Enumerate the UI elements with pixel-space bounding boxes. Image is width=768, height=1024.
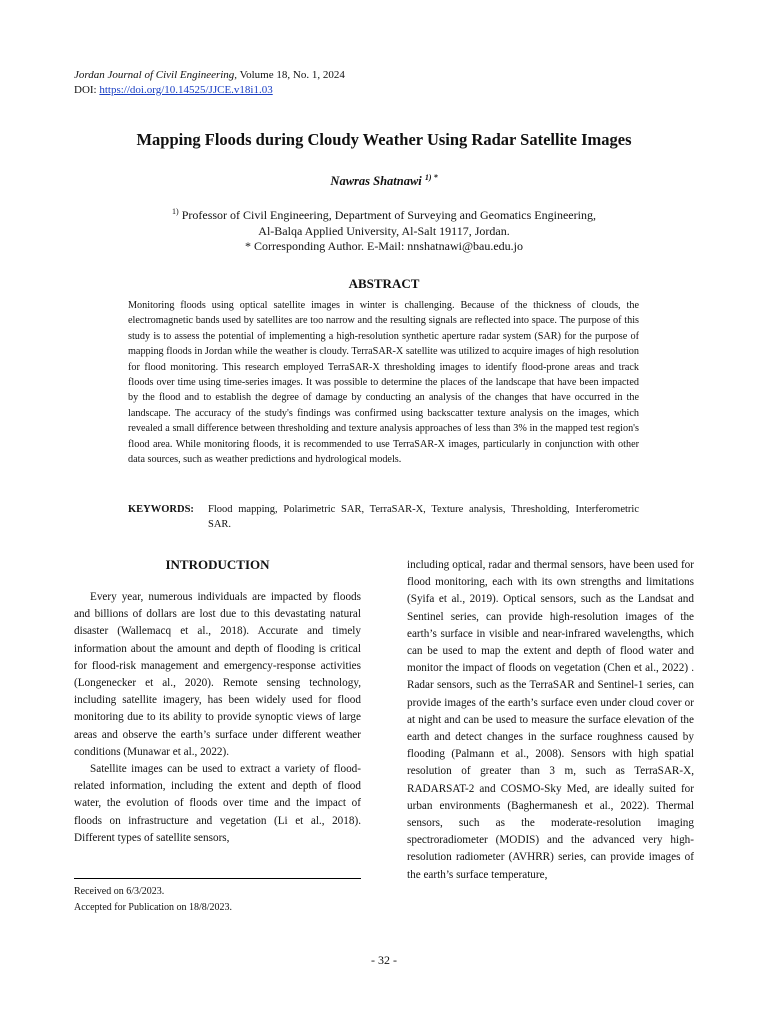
doi-label: DOI:: [74, 84, 100, 96]
page-number: - 32 -: [371, 953, 397, 967]
paper-title: Mapping Floods during Cloudy Weather Using Radar Satellite Images: [136, 130, 632, 149]
intro-paragraph-2: Satellite images can be used to extract a variety of flood-related information, including the extent and depth of flood water, the evolution of floods over time and the impact of floods on infrastructure and vegetation (Li et al., 2018). Different types of satellite sensors,: [74, 763, 361, 844]
right-column: [407, 557, 694, 884]
keywords-block: [128, 503, 639, 532]
corresponding-author: * Corresponding Author. E-Mail: nnshatnawi@bau.edu.jo: [244, 239, 523, 253]
author-line: [0, 173, 768, 189]
volume-issue: Volume 18, No. 1, 2024: [237, 69, 345, 81]
affiliation-mark: 1): [172, 207, 179, 216]
footnote: [74, 884, 232, 916]
author-name: Nawras Shatnawi: [330, 174, 422, 189]
affiliation-line-1: [0, 204, 768, 224]
journal-citation: [74, 68, 345, 83]
abstract-text: Monitoring floods using optical satellite images in winter is challenging. Because of the thickness of clouds, the electromagnetic bands used by satellites are too narrow and the resulting signals are reflected into space. The purpose of this study is to assess the potential of implementing a high-resolution synthetic aperture radar system (SAR) for the purpose of mapping floods in Jordan while the weather is cloudy. TerraSAR-X satellite was utilized to acquire images of high resolution for flood monitoring. This research employed TerraSAR-X thresholding images to identify flood-prone areas and track floods over time using time-series images. It was possible to determine the places of the landscape that have been impacted by the flood and to establish the degree of damage by conducting an analysis of the changes that have occurred in the landscape. The accuracy of the study's findings was confirmed using backscatter texture analysis on the images, which revealed a small difference between thresholding and texture analysis approaches of less than 3% in the mapped test region's flood area. While monitoring floods, it is recommended to use TerraSAR-X images, particularly in conjunction with other data sources, such as weather predictions and hydrological models.: [128, 300, 639, 466]
intro-paragraph-3: including optical, radar and thermal sensors, have been used for flood monitoring, each with its own strengths and limitations (Syifa et al., 2019). Optical sensors, such as the Landsat and Sentinel series, can provide high-resolution images of the earth’s surface in visible and near-infrared wavelengths, which can be used to map the extent and depth of flood water and monitor the impact of floods on vegetation (Chen et al., 2022) . Radar sensors, such as the TerraSAR and Sentinel-1 series, can provide images of the earth’s surface even under cloud cover or at night and can be used to measure the surface elevation of the earth and detect changes in the surface roughness caused by flooding (Palmann et al., 2008). Sensors with high spatial resolution of greater than 3 m, such as TerraSAR-X, RADARSAT-2 and COSMO-Sky Med, are ideally suited for urban environments (Baghermanesh et al., 2022). Thermal sensors, such as the moderate-resolution imaging spectroradiometer (MODIS) and the advanced very high-resolution radiometer (AVHRR) series, can provide images of the earth’s surface temperature,: [407, 559, 694, 881]
affiliation-text-1: Professor of Civil Engineering, Department of Surveying and Geomatics Engineering,: [178, 208, 596, 222]
introduction-heading: INTRODUCTION: [165, 557, 270, 572]
abstract-heading: ABSTRACT: [348, 276, 420, 291]
journal-header: [74, 68, 345, 98]
author-mark: 1) *: [424, 173, 438, 182]
keywords-text: Flood mapping, Polarimetric SAR, TerraSAR-X, Texture analysis, Thresholding, Interferometric SAR.: [208, 504, 639, 530]
journal-name: Jordan Journal of Civil Engineering,: [74, 69, 238, 81]
affiliation-line-2: Al-Balqa Applied University, Al-Salt 19117, Jordan.: [258, 223, 510, 238]
doi-line: [74, 83, 345, 98]
received-date: Received on 6/3/2023.: [74, 886, 165, 897]
affiliation-block: [0, 204, 768, 255]
footnote-divider: [74, 878, 361, 879]
doi-link[interactable]: https://doi.org/10.14525/JJCE.v18i1.03: [99, 84, 273, 96]
accepted-date: Accepted for Publication on 18/8/2023.: [74, 902, 233, 913]
left-column: [74, 589, 361, 847]
intro-paragraph-1: Every year, numerous individuals are impacted by floods and billions of dollars are lost due to this devastating natural disaster (Wallemacq et al., 2018). Accurate and timely information about the amount and depth of flooding is critical for flood-risk management and emergency-response activities (Longenecker et al., 2020). Remote sensing technology, including satellite imagery, has been widely used for flood monitoring due to its ability to provide synoptic views of large areas and observe the earth’s surface under different weather conditions (Munawar et al., 2022).: [74, 591, 361, 758]
keywords-label: KEYWORDS:: [128, 504, 194, 515]
